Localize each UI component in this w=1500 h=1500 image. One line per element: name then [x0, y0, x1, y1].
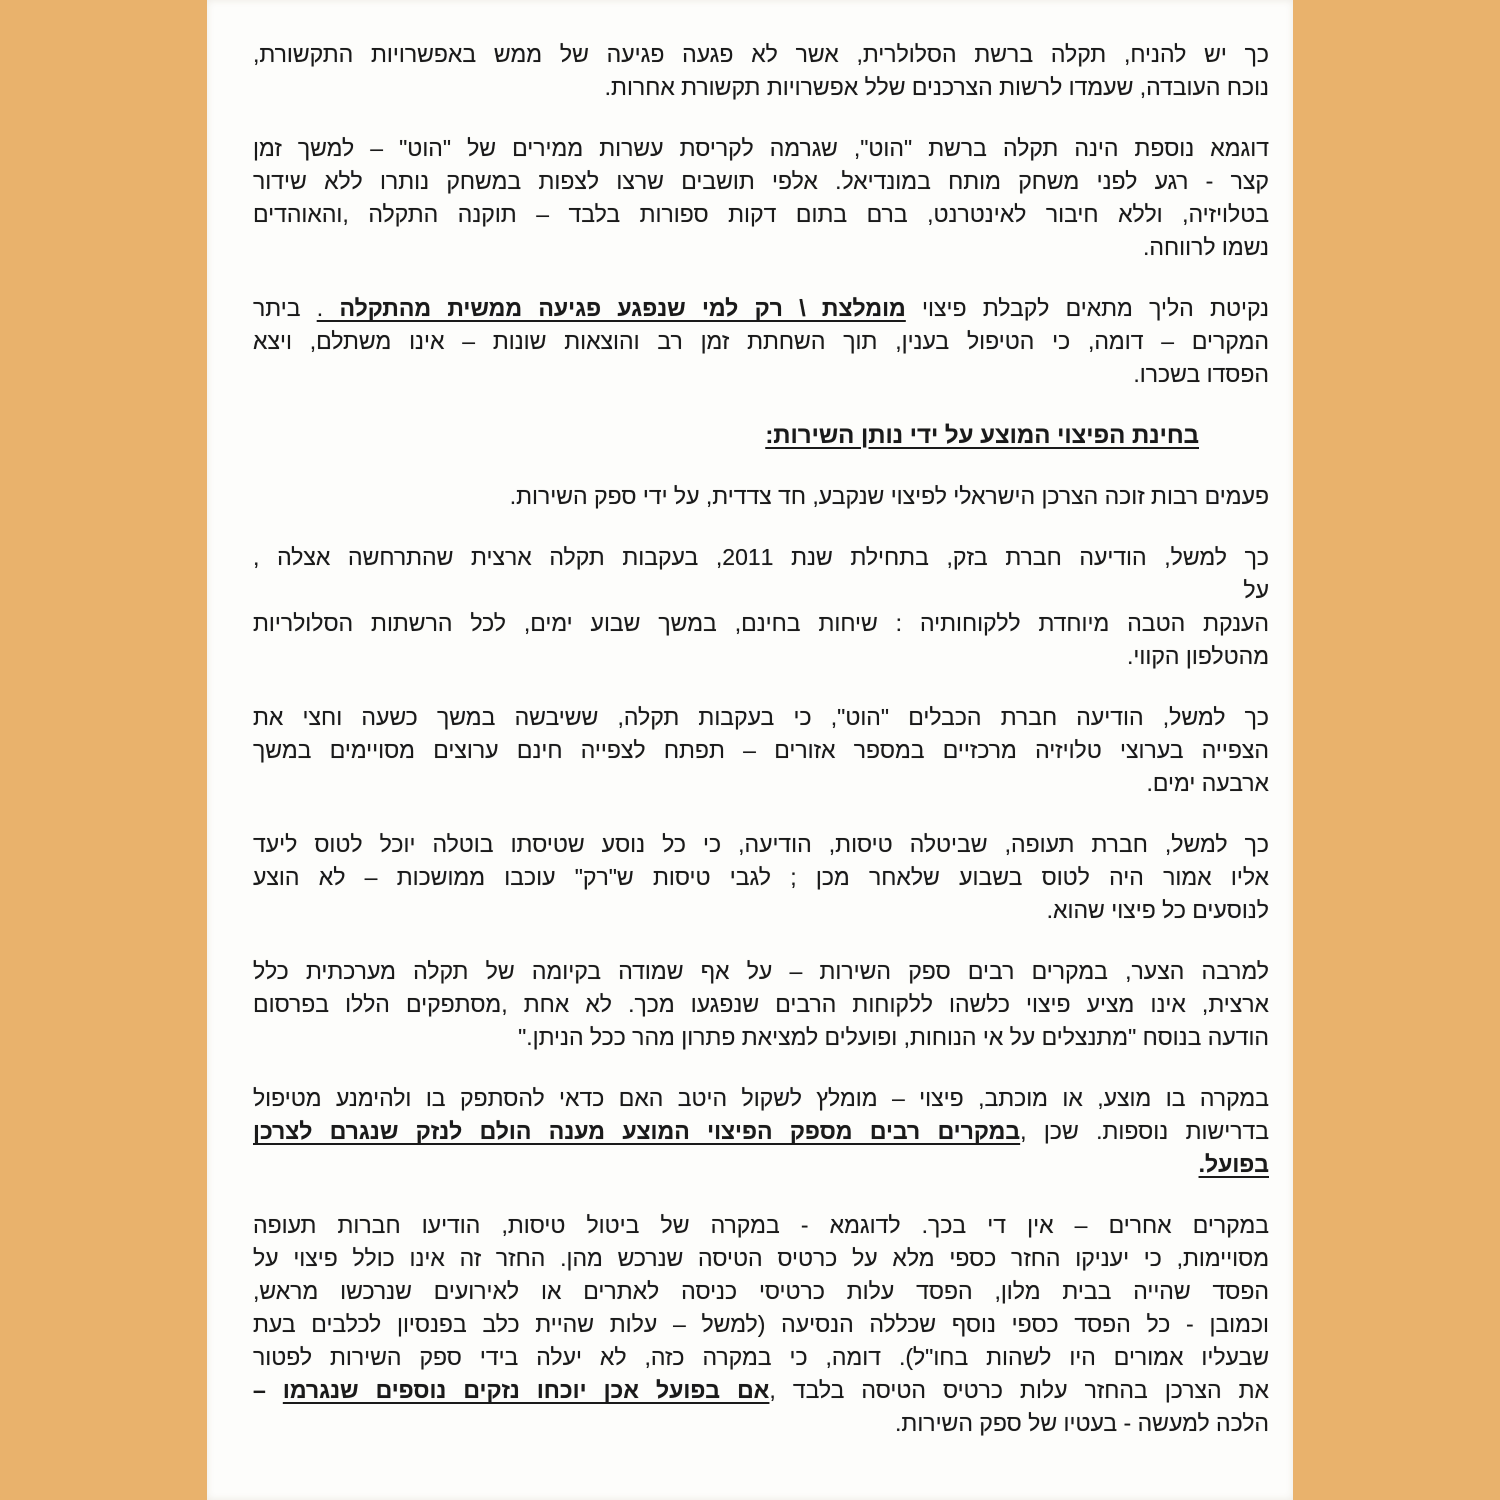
body-text: הצפייה בערוצי טלויזיה מרכזיים במספר אזורים – תפתח לצפייה חינם ערוצים מסויימים במשך — [253, 737, 1269, 763]
body-text: במקרים אחרים – אין די בכך. לדוגמא - במקרה של ביטול טיסות, הודיעו חברות תעופה — [253, 1212, 1269, 1238]
text-line — [253, 955, 1269, 988]
section-heading-compensation-review — [253, 419, 1269, 452]
body-text: הלכה למעשה - בעטיו של ספק השירות. — [895, 1410, 1269, 1436]
paragraph-cellular-fault — [253, 38, 1269, 104]
paragraph-no-compensation-cases — [253, 955, 1269, 1054]
body-text: ארצית, אינו מציע פיצוי כלשהו ללקוחות הרבים שנפגעו מכך. לא אחת ,מסתפקים הללו בפרסום — [253, 991, 1269, 1017]
body-text: המקרים – דומה, כי הטיפול בענין, תוך השחתת זמן רב והוצאות שונות – אינו משתלם, ויצא — [253, 328, 1269, 354]
paragraph-airline-example — [253, 828, 1269, 927]
text-line — [253, 71, 1269, 104]
body-text: הענקת הטבה מיוחדת ללקוחותיה : שיחות בחינם, במשך שבוע ימים, לכל הרשתות הסלולריות — [253, 610, 1269, 636]
emphasized-text: אם בפועל אכן יוכחו נזקים נוספים שנגרמו — [282, 1377, 770, 1403]
emphasized-text: מומלצת \ רק למי שנפגע פגיעה ממשית מהתקלה — [339, 295, 906, 321]
text-line — [253, 541, 1269, 574]
text-line — [253, 828, 1269, 861]
text-line — [253, 480, 1269, 513]
body-text: לנוסעים כל פיצוי שהוא. — [1046, 897, 1269, 923]
text-line — [253, 1021, 1269, 1054]
body-text: מהטלפון הקווי. — [1127, 643, 1269, 669]
text-line — [253, 165, 1269, 198]
text-line — [253, 1082, 1269, 1115]
text-line — [253, 607, 1269, 640]
paragraph-evaluate-offered-compensation — [253, 1082, 1269, 1181]
text-line — [253, 292, 1269, 325]
emphasized-text: – — [253, 1377, 283, 1403]
body-text: שבעליו אמורים היו לשהות בחו"ל). דומה, כי במקרה כזה, לא יעלה בידי ספק השירות לפטור — [253, 1344, 1269, 1370]
emphasized-text: במקרים רבים מספק הפיצוי המוצע מענה הולם לנזק שנגרם לצרכן — [253, 1118, 1021, 1144]
text-line — [253, 1275, 1269, 1308]
text-line — [253, 701, 1269, 734]
text-line — [253, 988, 1269, 1021]
text-line — [253, 861, 1269, 894]
text-line — [253, 419, 1269, 452]
body-text: נקיטת הליך מתאים לקבלת פיצוי — [905, 295, 1270, 321]
body-text: ביתר — [253, 295, 317, 321]
body-text: במקרה בו מוצע, או מוכתב, פיצוי – מומלץ לשקול היטב האם כדאי להסתפק בו ולהימנע מטיפול — [253, 1085, 1269, 1111]
text-line — [253, 231, 1269, 264]
text-line — [253, 198, 1269, 231]
body-text: כך למשל, הודיעה חברת הכבלים "הוט", כי בעקבות תקלה, ששיבשה במשך כשעה וחצי את — [253, 704, 1269, 730]
body-text: נשמו לרווחה. — [1143, 234, 1269, 260]
body-text: למרבה הצער, במקרים רבים ספק השירות – על אף שמודה בקיומה של תקלה מערכתית כלל — [253, 958, 1269, 984]
document-page — [207, 0, 1293, 1500]
text-line — [253, 38, 1269, 71]
emphasized-text: . — [316, 295, 340, 321]
text-line — [253, 1374, 1269, 1407]
body-text: קצר - רגע לפני משחק מותח במונדיאל. אלפי תושבים שרצו לצפות במשחק נותרו ללא שידור — [253, 168, 1269, 194]
text-line — [253, 132, 1269, 165]
text-line — [253, 1209, 1269, 1242]
paragraph-claim-recommendation — [253, 292, 1269, 391]
text-line — [253, 358, 1269, 391]
text-line — [253, 574, 1269, 607]
body-text: וכמובן - כל הפסד כספי נוסף שכללה הנסיעה (למשל – עלות שהיית כלב בפנסיון לכלבים בעת — [253, 1311, 1269, 1337]
text-line — [253, 734, 1269, 767]
paragraph-bezeq-example — [253, 541, 1269, 673]
body-text: כך יש להניח, תקלה ברשת הסלולרית, אשר לא פגעה פגיעה של ממש באפשרויות התקשורת, — [253, 41, 1269, 67]
paragraph-other-cases-flight-cancellation — [253, 1209, 1269, 1440]
body-text: מסויימות, כי יעניקו החזר כספי מלא על כרטיס הטיסה שנרכש מהן. החזר זה אינו כולל פיצוי על — [253, 1245, 1269, 1271]
body-text: כך למשל, חברת תעופה, שביטלה טיסות, הודיעה, כי כל נוסע שטיסתו בוטלה יוכל לטוס ליעד — [253, 831, 1269, 857]
text-line — [253, 640, 1269, 673]
emphasized-text: בחינת הפיצוי המוצע על ידי נותן השירות: — [765, 422, 1199, 449]
text-line — [253, 1115, 1269, 1148]
text-line — [253, 325, 1269, 358]
body-text: בדרישות נוספות. שכן , — [1020, 1118, 1270, 1144]
paragraph-hot-cables-example — [253, 701, 1269, 800]
body-text: פעמים רבות זוכה הצרכן הישראלי לפיצוי שנקבע, חד צדדית, על ידי ספק השירות. — [509, 483, 1269, 509]
text-line — [253, 894, 1269, 927]
body-text: דוגמא נוספת הינה תקלה ברשת "הוט", שגרמה לקריסת עשרות ממירים של "הוט" – למשך זמן — [253, 135, 1269, 161]
text-line — [253, 1242, 1269, 1275]
body-text: על — [1243, 577, 1269, 603]
body-text: ארבעה ימים. — [1146, 770, 1269, 796]
text-line — [253, 1148, 1269, 1181]
body-text: אליו אמור היה לטוס בשבוע שלאחר מכן ; לגבי טיסות ש"רק" עוכבו ממושכות – לא הוצע — [253, 864, 1269, 890]
text-line — [253, 1407, 1269, 1440]
body-text: בטלויזיה, וללא חיבור לאינטרנט, ברם בתום דקות ספורות בלבד – תוקנה התקלה ,והאוהדים — [253, 201, 1269, 227]
text-line — [253, 767, 1269, 800]
emphasized-text: בפועל. — [1198, 1151, 1269, 1177]
body-text: כך למשל, הודיעה חברת בזק, בתחילת שנת 2011, בעקבות תקלה ארצית שהתרחשה אצלה , — [253, 544, 1269, 570]
body-text: הפסד שהייה בבית מלון, הפסד עלות כרטיסי כניסה לאתרים או לאירועים שנרכשו מראש, — [253, 1278, 1269, 1304]
body-text: הודעה בנוסח "מתנצלים על אי הנוחות, ופועלים למציאת פתרון מהר ככל הניתן." — [518, 1024, 1269, 1050]
text-line — [253, 1308, 1269, 1341]
body-text: נוכח העובדה, שעמדו לרשות הצרכנים שלל אפשרויות תקשורת אחרות. — [604, 74, 1269, 100]
paragraph-hot-converters-example — [253, 132, 1269, 264]
body-text: את הצרכן בהחזר עלות כרטיס הטיסה בלבד , — [769, 1377, 1269, 1403]
paragraph-one-sided-compensation — [253, 480, 1269, 513]
document-body — [207, 0, 1293, 1500]
body-text: הפסדו בשכרו. — [1133, 361, 1269, 387]
text-line — [253, 1341, 1269, 1374]
